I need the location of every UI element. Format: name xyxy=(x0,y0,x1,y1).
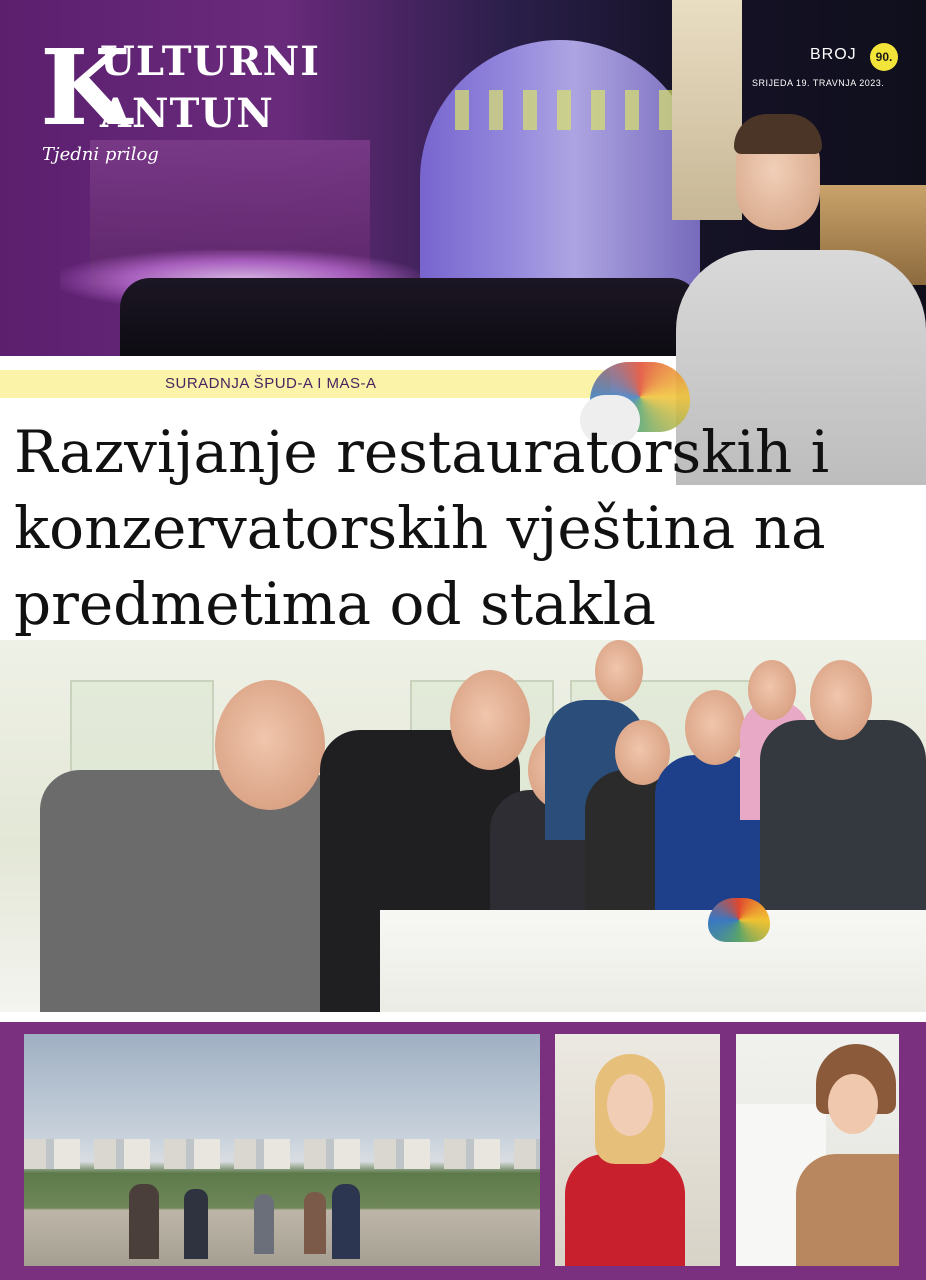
issue-label: BROJ xyxy=(810,46,857,63)
student-face xyxy=(215,680,325,810)
student-face xyxy=(685,690,745,765)
student-red-top-photo xyxy=(555,1034,720,1266)
visitor-figure xyxy=(129,1184,159,1259)
man-face xyxy=(810,660,872,740)
masthead-initial: K xyxy=(40,26,131,149)
work-table xyxy=(380,910,926,1012)
student-face xyxy=(607,1074,653,1136)
visitor-figure xyxy=(184,1189,208,1259)
campus-visit-photo xyxy=(24,1034,540,1266)
woman-face xyxy=(748,660,796,720)
article-headline: Razvijanje restauratorskih i konzervatorskih vještina na predmetima od stakla xyxy=(14,418,830,638)
masthead-title-line1: ULTURNI xyxy=(100,38,320,85)
visitor-figure xyxy=(254,1194,274,1254)
masthead-subtitle: Tjedni prilog xyxy=(42,144,159,165)
visitor-figure xyxy=(332,1184,360,1259)
workshop-photo xyxy=(0,640,926,1012)
church-windows xyxy=(455,90,675,130)
student-face xyxy=(828,1074,878,1134)
issue-date: SRIJEDA 19. TRAVNJA 2023. xyxy=(752,78,885,88)
issue-number-badge: 90. xyxy=(870,43,898,71)
article-kicker: SURADNJA ŠPUD-A I MAS-A xyxy=(165,375,377,392)
masthead-title-line2: ANTUN xyxy=(100,90,274,137)
portrait-hair xyxy=(734,114,822,154)
man-face xyxy=(595,640,643,702)
student-face xyxy=(450,670,530,770)
student-grey-tshirt xyxy=(40,770,340,1012)
city-skyline xyxy=(24,1139,540,1169)
red-top xyxy=(565,1154,685,1266)
student-working-photo xyxy=(736,1034,899,1266)
church-of-st-donatus xyxy=(420,40,700,290)
visitor-figure xyxy=(304,1192,326,1254)
masthead-logo xyxy=(40,26,420,176)
brown-sweater xyxy=(796,1154,899,1266)
orchestra-audience xyxy=(120,278,700,356)
glass-bowl xyxy=(708,898,770,942)
